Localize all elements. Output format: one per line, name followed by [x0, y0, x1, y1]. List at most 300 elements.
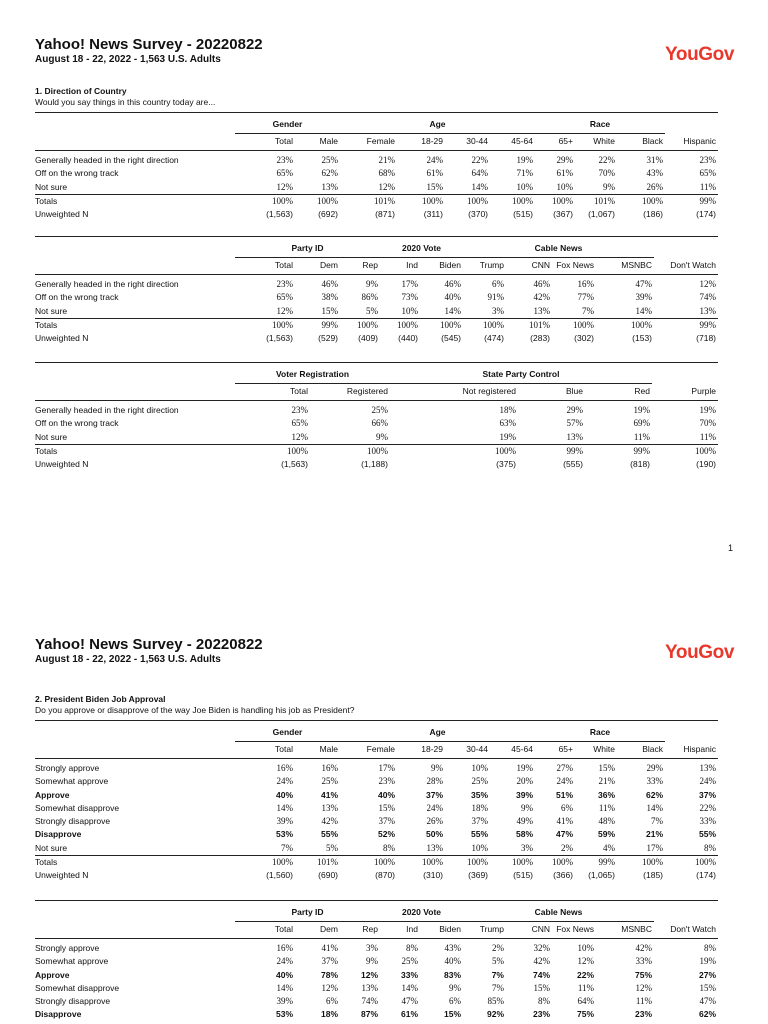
cell-value: 23%	[699, 155, 716, 165]
row-label: Totals	[35, 318, 235, 332]
cell-value: 75%	[634, 969, 652, 980]
cell-value: (1,563)	[266, 209, 293, 220]
table-row	[35, 1008, 718, 1021]
column-header: Don't Watch	[654, 258, 718, 275]
cell-value: 48%	[598, 816, 615, 827]
cell-value: 12%	[699, 279, 716, 289]
cell-value: 22%	[576, 969, 594, 980]
cell-value: 12%	[577, 956, 594, 967]
cell-value: 36%	[597, 789, 615, 800]
cell-value: 58%	[515, 829, 533, 840]
cell-value: 18%	[499, 405, 516, 415]
cell-value: 29%	[646, 763, 663, 773]
report-title: Yahoo! News Survey - 20220822	[35, 636, 263, 653]
column-group-header: Race	[535, 117, 665, 134]
cell-value: 33%	[646, 776, 663, 787]
table-row	[35, 842, 718, 856]
cell-value: 29%	[566, 405, 583, 415]
cell-value: (375)	[496, 459, 516, 470]
column-header-row	[35, 922, 718, 939]
column-header: CNN	[506, 258, 552, 275]
cell-value: 78%	[320, 969, 338, 980]
column-group-header: Party ID	[235, 905, 380, 922]
cell-value: 11%	[577, 982, 594, 993]
cell-value: 5%	[326, 842, 338, 853]
cell-value: 12%	[635, 982, 652, 993]
table-row	[35, 167, 718, 180]
cell-value: 46%	[321, 279, 338, 289]
cell-value: 12%	[360, 969, 378, 980]
cell-value: (1,563)	[281, 459, 308, 470]
cell-value: 66%	[371, 418, 388, 429]
cell-value: 19%	[516, 155, 533, 165]
cell-value: 14%	[276, 982, 293, 993]
totals-row	[35, 856, 718, 870]
column-header: 18-29	[397, 742, 445, 759]
column-header: MSNBC	[596, 922, 654, 939]
cell-value: 100%	[445, 194, 490, 208]
column-group-header: Party ID	[235, 241, 380, 258]
report-subtitle: August 18 - 22, 2022 - 1,563 U.S. Adults	[35, 54, 221, 65]
group-header-row	[35, 367, 718, 384]
column-group-header	[35, 117, 235, 134]
cell-value: 74%	[532, 969, 550, 980]
cell-value: 49%	[516, 816, 533, 827]
cell-value: 9%	[431, 763, 443, 773]
cell-value: 101%	[575, 194, 617, 208]
column-header: White	[575, 742, 617, 759]
cell-value: 99%	[575, 856, 617, 870]
cell-value: 42%	[533, 956, 550, 967]
cell-value: 12%	[276, 305, 293, 316]
cell-value: 65%	[699, 168, 716, 179]
cell-value: 8%	[538, 996, 550, 1007]
cell-value: 65%	[276, 292, 293, 303]
cell-value: 8%	[383, 842, 395, 853]
cell-value: 100%	[535, 856, 575, 870]
cell-value: 32%	[533, 943, 550, 953]
cell-value: 68%	[378, 168, 395, 179]
cell-value: 14%	[401, 982, 418, 993]
cell-value: 3%	[366, 943, 378, 953]
cell-value: 100%	[420, 318, 463, 332]
cell-value: 11%	[699, 181, 716, 192]
cell-value: (185)	[643, 870, 663, 881]
cell-value: 14%	[276, 802, 293, 813]
cell-value: 40%	[377, 789, 395, 800]
cell-value: 100%	[652, 444, 718, 458]
cell-value: 25%	[401, 956, 418, 967]
cell-value: 39%	[635, 292, 652, 303]
cell-value: 74%	[361, 996, 378, 1007]
cell-value: 43%	[444, 943, 461, 953]
cell-value: 100%	[235, 318, 295, 332]
cell-value: 13%	[426, 842, 443, 853]
cell-value: (302)	[574, 333, 594, 344]
cell-value: 23%	[291, 405, 308, 415]
row-label: Generally headed in the right direction	[35, 155, 179, 165]
column-group-header: State Party Control	[390, 367, 652, 384]
cell-value: 24%	[276, 956, 293, 967]
cell-value: 7%	[651, 816, 663, 827]
cell-value: 16%	[276, 763, 293, 773]
column-group-header: Cable News	[463, 905, 654, 922]
cell-value: 22%	[598, 155, 615, 165]
column-header: Trump	[463, 922, 506, 939]
cell-value: 14%	[471, 181, 488, 192]
row-label: Not sure	[35, 305, 68, 316]
row-label: Strongly disapprove	[35, 816, 111, 827]
survey-page-2	[0, 608, 768, 1024]
cell-value: 31%	[646, 155, 663, 165]
question-title: 1. Direction of Country	[35, 86, 127, 96]
column-header: Female	[340, 134, 397, 151]
cell-value: 100%	[617, 856, 665, 870]
cell-value: 61%	[400, 1009, 418, 1020]
column-header-row	[35, 742, 718, 759]
cell-value: 61%	[426, 168, 443, 179]
cell-value: 50%	[425, 829, 443, 840]
cell-value: 55%	[470, 829, 488, 840]
cell-value: 10%	[401, 305, 418, 316]
cell-value: 70%	[598, 168, 615, 179]
column-group-header	[35, 241, 235, 258]
cell-value: 13%	[699, 305, 716, 316]
column-header: 30-44	[445, 742, 490, 759]
row-label: Totals	[35, 856, 235, 870]
group-header-row	[35, 117, 718, 134]
totals-row	[35, 318, 718, 332]
column-header: Dem	[295, 922, 340, 939]
cell-value: 23%	[378, 776, 395, 787]
column-group-header: Gender	[235, 725, 340, 742]
cell-value: 100%	[397, 194, 445, 208]
cell-value: 42%	[635, 943, 652, 953]
totals-row	[35, 444, 718, 458]
cell-value: 8%	[406, 943, 418, 953]
column-header: CNN	[506, 922, 552, 939]
table-row	[35, 828, 718, 841]
cell-value: 12%	[321, 982, 338, 993]
row-label: Unweighted N	[35, 459, 89, 470]
cell-value: 62%	[698, 1009, 716, 1020]
cell-value: 4%	[603, 842, 615, 853]
table-row	[35, 982, 718, 995]
row-label: Unweighted N	[35, 209, 89, 220]
cell-value: (310)	[423, 870, 443, 881]
column-header: 65+	[535, 134, 575, 151]
cell-value: 9%	[521, 802, 533, 813]
table-row	[35, 802, 718, 815]
row-label: Somewhat approve	[35, 956, 109, 967]
cell-value: 13%	[533, 305, 550, 316]
cell-value: 19%	[499, 431, 516, 442]
cell-value: 13%	[566, 431, 583, 442]
cell-value: (440)	[398, 333, 418, 344]
cell-value: 92%	[486, 1009, 504, 1020]
cell-value: (690)	[318, 870, 338, 881]
column-header: Male	[295, 742, 340, 759]
cell-value: 99%	[295, 318, 340, 332]
cell-value: 10%	[577, 943, 594, 953]
column-header: Black	[617, 134, 665, 151]
column-header: 30-44	[445, 134, 490, 151]
cell-value: 100%	[235, 856, 295, 870]
column-header-blank	[35, 134, 235, 151]
cell-value: 28%	[426, 776, 443, 787]
cell-value: (515)	[513, 870, 533, 881]
cell-value: 100%	[340, 318, 380, 332]
row-label: Disapprove	[35, 829, 82, 840]
column-header: Rep	[340, 258, 380, 275]
column-header: Total	[235, 742, 295, 759]
unweighted-n-row	[35, 458, 718, 471]
cell-value: 101%	[506, 318, 552, 332]
cell-value: 71%	[516, 168, 533, 179]
cell-value: 12%	[378, 181, 395, 192]
cell-value: 16%	[276, 943, 293, 953]
cell-value: 5%	[492, 956, 504, 967]
column-group-header: 2020 Vote	[380, 241, 463, 258]
cell-value: 25%	[471, 776, 488, 787]
column-header: Total	[235, 922, 295, 939]
cell-value: 21%	[645, 829, 663, 840]
cell-value: 39%	[515, 789, 533, 800]
table-row	[35, 969, 718, 982]
column-header: Ind	[380, 258, 420, 275]
column-header-row	[35, 134, 718, 151]
column-header-blank	[35, 384, 235, 401]
cell-value: 13%	[321, 181, 338, 192]
cell-value: 14%	[444, 305, 461, 316]
row-label: Strongly approve	[35, 763, 100, 773]
column-header: Don't Watch	[654, 922, 718, 939]
cell-value: 15%	[378, 802, 395, 813]
cell-value: (311)	[423, 209, 443, 220]
cell-value: 41%	[320, 789, 338, 800]
cell-value: 17%	[378, 763, 395, 773]
cell-value: 23%	[532, 1009, 550, 1020]
column-header: Hispanic	[665, 134, 718, 151]
cell-value: 43%	[646, 168, 663, 179]
column-header-row	[35, 258, 718, 275]
table-row	[35, 417, 718, 430]
cell-value: (409)	[358, 333, 378, 344]
cell-value: 37%	[321, 956, 338, 967]
cell-value: 11%	[635, 996, 652, 1007]
question-text: Would you say things in this country today are...	[35, 97, 216, 107]
cell-value: 87%	[360, 1009, 378, 1020]
cell-value: 47%	[555, 829, 573, 840]
cell-value: 101%	[295, 856, 340, 870]
cell-value: 25%	[371, 405, 388, 415]
cell-value: 3%	[521, 842, 533, 853]
cell-value: 19%	[516, 763, 533, 773]
cell-value: 40%	[275, 969, 293, 980]
cell-value: 37%	[698, 789, 716, 800]
column-group-header	[35, 725, 235, 742]
cell-value: 27%	[698, 969, 716, 980]
cell-value: 18%	[320, 1009, 338, 1020]
table-row	[35, 404, 718, 417]
cell-value: (545)	[441, 333, 461, 344]
column-header: Hispanic	[665, 742, 718, 759]
cell-value: 22%	[699, 802, 716, 813]
cell-value: 9%	[366, 956, 378, 967]
row-label: Off on the wrong track	[35, 418, 119, 429]
table-row	[35, 305, 718, 319]
cell-value: 23%	[634, 1009, 652, 1020]
cell-value: 100%	[535, 194, 575, 208]
column-group-header: Age	[340, 725, 535, 742]
cell-value: (515)	[513, 209, 533, 220]
column-header: Biden	[420, 258, 463, 275]
cell-value: 38%	[321, 292, 338, 303]
cell-value: 17%	[646, 842, 663, 853]
column-header: Total	[235, 384, 310, 401]
cell-value: (186)	[643, 209, 663, 220]
cell-value: 100%	[390, 444, 518, 458]
report-subtitle: August 18 - 22, 2022 - 1,563 U.S. Adults	[35, 654, 221, 665]
cell-value: 86%	[361, 292, 378, 303]
cell-value: 6%	[561, 802, 573, 813]
cell-value: 62%	[645, 789, 663, 800]
cell-value: 100%	[235, 444, 310, 458]
cell-value: 19%	[699, 405, 716, 415]
column-header: Rep	[340, 922, 380, 939]
row-label: Generally headed in the right direction	[35, 405, 179, 415]
cell-value: (718)	[696, 333, 716, 344]
cell-value: 15%	[699, 982, 716, 993]
column-header: Registered	[310, 384, 390, 401]
cell-value: 11%	[633, 431, 650, 442]
cell-value: (555)	[563, 459, 583, 470]
row-label: Strongly disapprove	[35, 996, 111, 1007]
column-header: Male	[295, 134, 340, 151]
column-header-blank	[35, 258, 235, 275]
crosstab-demographics	[35, 720, 718, 883]
cell-value: (174)	[696, 870, 716, 881]
cell-value: 61%	[556, 168, 573, 179]
cell-value: 9%	[376, 431, 388, 442]
cell-value: 16%	[321, 763, 338, 773]
row-label: Totals	[35, 444, 235, 458]
column-header: Female	[340, 742, 397, 759]
column-header: MSNBC	[596, 258, 654, 275]
table-row	[35, 789, 718, 802]
cell-value: 100%	[463, 318, 506, 332]
table-row	[35, 762, 718, 775]
column-group-header: Cable News	[463, 241, 654, 258]
table-row	[35, 775, 718, 788]
column-header: Purple	[652, 384, 718, 401]
cell-value: 59%	[597, 829, 615, 840]
cell-value: 100%	[490, 856, 535, 870]
column-group-header: Race	[535, 725, 665, 742]
table-row	[35, 278, 718, 291]
cell-value: 6%	[449, 996, 461, 1007]
cell-value: 100%	[295, 194, 340, 208]
cell-value: 55%	[320, 829, 338, 840]
cell-value: 13%	[321, 802, 338, 813]
cell-value: 12%	[276, 181, 293, 192]
cell-value: (153)	[632, 333, 652, 344]
column-header: 45-64	[490, 742, 535, 759]
cell-value: 62%	[321, 168, 338, 179]
column-group-header: 2020 Vote	[380, 905, 463, 922]
cell-value: (1,560)	[266, 870, 293, 881]
cell-value: 52%	[377, 829, 395, 840]
cell-value: 15%	[443, 1009, 461, 1020]
row-label: Approve	[35, 969, 70, 980]
cell-value: 9%	[449, 982, 461, 993]
row-label: Unweighted N	[35, 870, 89, 881]
cell-value: 42%	[533, 292, 550, 303]
cell-value: 26%	[646, 181, 663, 192]
cell-value: 100%	[235, 194, 295, 208]
cell-value: (370)	[468, 209, 488, 220]
cell-value: 40%	[444, 956, 461, 967]
cell-value: 15%	[598, 763, 615, 773]
cell-value: 40%	[275, 789, 293, 800]
cell-value: 24%	[276, 776, 293, 787]
cell-value: 2%	[492, 943, 504, 953]
cell-value: (529)	[318, 333, 338, 344]
report-title: Yahoo! News Survey - 20220822	[35, 36, 263, 53]
cell-value: 24%	[699, 776, 716, 787]
cell-value: 24%	[426, 802, 443, 813]
cell-value: 6%	[326, 996, 338, 1007]
cell-value: 42%	[321, 816, 338, 827]
cell-value: 8%	[704, 943, 716, 953]
cell-value: 10%	[556, 181, 573, 192]
table-row	[35, 942, 718, 955]
group-header-row	[35, 725, 718, 742]
cell-value: 11%	[598, 802, 615, 813]
unweighted-n-row	[35, 208, 718, 221]
cell-value: (870)	[375, 870, 395, 881]
row-label: Not sure	[35, 842, 68, 853]
column-header-blank	[35, 742, 235, 759]
unweighted-n-row	[35, 869, 718, 882]
cell-value: (1,065)	[588, 870, 615, 881]
row-label: Somewhat approve	[35, 776, 109, 787]
table-row	[35, 291, 718, 304]
cell-value: 101%	[340, 194, 397, 208]
cell-value: 2%	[561, 842, 573, 853]
cell-value: (283)	[530, 333, 550, 344]
column-header: Total	[235, 134, 295, 151]
cell-value: 63%	[499, 418, 516, 429]
cell-value: 23%	[276, 155, 293, 165]
cell-value: (1,188)	[361, 459, 388, 470]
cell-value: 18%	[471, 802, 488, 813]
cell-value: 41%	[556, 816, 573, 827]
column-header: Trump	[463, 258, 506, 275]
cell-value: 16%	[577, 279, 594, 289]
cell-value: 10%	[516, 181, 533, 192]
row-label: Unweighted N	[35, 333, 89, 344]
row-label: Disapprove	[35, 1009, 82, 1020]
row-label: Off on the wrong track	[35, 168, 119, 179]
cell-value: (190)	[696, 459, 716, 470]
cell-value: 37%	[425, 789, 443, 800]
column-header: Total	[235, 258, 295, 275]
cell-value: 17%	[401, 279, 418, 289]
question-title: 2. President Biden Job Approval	[35, 694, 166, 704]
row-label: Approve	[35, 789, 70, 800]
cell-value: (1,067)	[588, 209, 615, 220]
